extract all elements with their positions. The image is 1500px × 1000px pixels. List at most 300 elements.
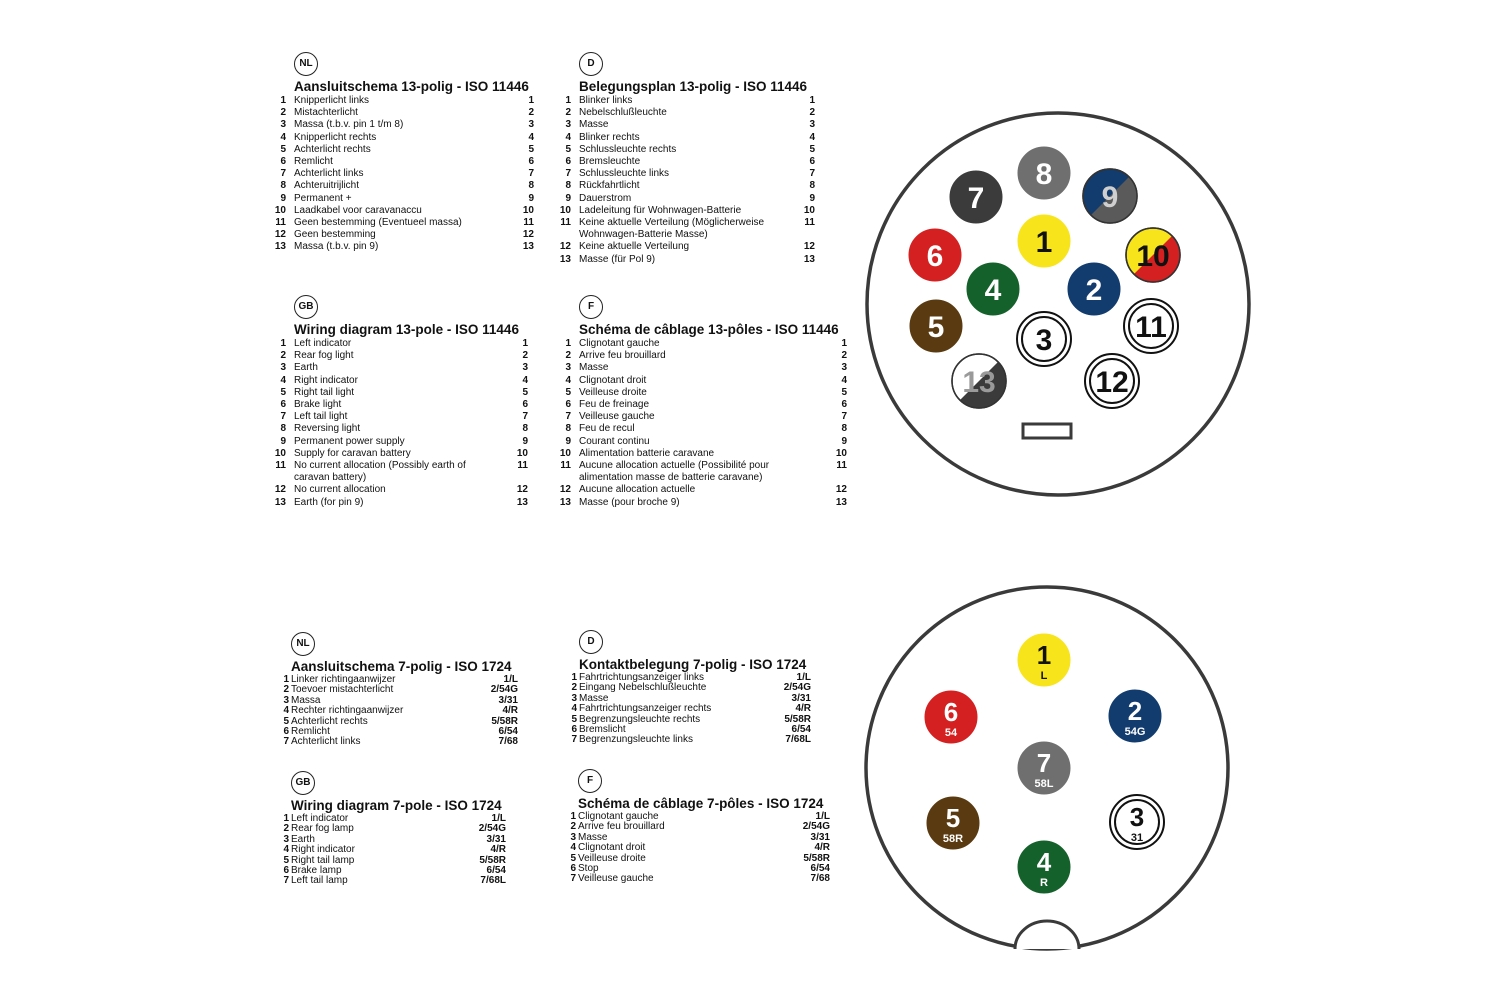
pin-number: 1	[283, 813, 289, 824]
pin-3	[1017, 312, 1071, 366]
pin-4	[966, 262, 1020, 316]
pin-code: 1	[809, 95, 815, 106]
pin-number: 5	[280, 143, 286, 155]
pin-function: Achteruitrijlicht	[294, 180, 360, 192]
pin-row	[280, 362, 528, 374]
pin-function: Ladeleitung für Wohnwagen-Batterie	[579, 204, 742, 216]
pin-code: 3	[528, 119, 534, 131]
pin-function: Masse (pour broche 9)	[579, 496, 680, 508]
pin-function: Feu de recul	[579, 423, 635, 435]
pin-function: Right indicator	[291, 844, 355, 856]
pin-number: 7	[571, 734, 577, 746]
pin-number: 9	[280, 192, 286, 204]
language-badge: NL	[291, 632, 315, 656]
language-badge: D	[579, 52, 603, 76]
section-title: Kontaktbelegung 7-polig - ISO 1724	[579, 657, 807, 672]
pin-number: 4	[280, 374, 286, 386]
pin-function: Achterlicht links	[294, 168, 364, 180]
pin-row	[565, 107, 815, 119]
pin-function: Blinker rechts	[579, 131, 640, 143]
pin-number: 12	[274, 229, 286, 241]
pin-row	[274, 496, 528, 509]
pin-code: 1	[528, 95, 534, 106]
pin-number: 1	[565, 95, 571, 106]
pin-function: Clignotant droit	[578, 842, 646, 854]
pin-row	[565, 362, 847, 374]
pin-function: Mistachterlicht	[294, 107, 358, 119]
pin-function: Schlussleuchte rechts	[579, 143, 677, 155]
pin-row	[283, 684, 518, 696]
pin-row	[570, 852, 830, 864]
pin-number-label: 12	[1095, 366, 1129, 399]
pin-number: 9	[565, 435, 571, 447]
pin-function-continued: caravan battery)	[294, 472, 367, 484]
pin-function: Begrenzungsleuchte links	[579, 734, 693, 746]
pin-row	[280, 107, 534, 119]
pin-row	[280, 399, 528, 411]
pin-row	[565, 374, 847, 387]
pin-number: 1	[571, 672, 577, 683]
wiring-section-5	[283, 632, 518, 748]
pin-row	[275, 460, 528, 484]
pin-code: 2/54G	[802, 821, 830, 833]
pin-row	[565, 399, 847, 411]
pin-function: Rear fog light	[294, 350, 354, 362]
pin-code: 7/68L	[785, 734, 811, 746]
section-title: Belegungsplan 13-polig - ISO 11446	[579, 79, 808, 94]
pin-function: Earth	[291, 833, 315, 845]
pin-code: 5	[809, 143, 815, 155]
section-title: Aansluitschema 7-polig - ISO 1724	[291, 659, 512, 674]
pin-number-label: 4	[984, 274, 1002, 307]
pin-number-label: 3	[1035, 324, 1053, 357]
pin-row	[280, 180, 534, 192]
pin-function: Fahrtrichtungsanzeiger rechts	[579, 703, 712, 715]
pin-function-continued: alimentation masse de batterie caravane)	[579, 472, 763, 484]
pin-code: 6	[841, 399, 847, 411]
pin-row	[274, 447, 528, 460]
pin-code: 6	[809, 156, 815, 168]
pin-function: No current allocation	[294, 484, 386, 496]
pin-function: Masse	[578, 831, 608, 843]
pin-function: Remlicht	[291, 726, 330, 738]
pin-number: 4	[565, 131, 571, 143]
pin-function: Masse (für Pol 9)	[579, 253, 656, 265]
pin-number: 7	[570, 873, 576, 885]
pin-code: 7	[528, 168, 534, 180]
pin-number-label: 2	[1085, 274, 1103, 307]
pin-function: Schlussleuchte links	[579, 168, 670, 180]
pin-function: Laadkabel voor caravanaccu	[294, 204, 422, 216]
pin-function: Massa (t.b.v. pin 9)	[294, 241, 379, 253]
pin-number: 3	[565, 362, 571, 374]
pin-number: 8	[565, 180, 571, 192]
pin-number: 2	[565, 107, 571, 119]
language-badge: D	[579, 630, 603, 654]
pin-row	[559, 447, 847, 460]
pin-number: 12	[559, 484, 571, 496]
pin-code: 1	[841, 338, 847, 349]
pin-function: Courant continu	[579, 435, 650, 447]
pin-row	[559, 253, 815, 266]
pin-code: 3	[809, 119, 815, 131]
pin-function: Masse	[579, 692, 609, 704]
pin-function: Brake lamp	[291, 865, 342, 877]
pin-code-label: R	[1040, 877, 1048, 889]
pin-number: 2	[283, 684, 289, 696]
pin-number: 2	[280, 107, 286, 119]
pin-function: No current allocation (Possibly earth of	[294, 460, 466, 472]
pin-number-label: 6	[943, 697, 959, 727]
pin-row	[565, 192, 815, 205]
pin-function: Brake light	[294, 399, 342, 411]
pin-code: 7	[522, 411, 528, 423]
pin-function: Knipperlicht rechts	[294, 131, 377, 143]
pin-code: 7/68	[498, 736, 518, 748]
pin-number-label: 6	[926, 240, 944, 273]
pin-number: 2	[565, 350, 571, 362]
pin-number: 4	[283, 705, 289, 717]
pin-row	[570, 873, 830, 885]
pin-function: Remlicht	[294, 156, 333, 168]
pin-function: Supply for caravan battery	[294, 447, 411, 459]
pin-code: 13	[835, 496, 847, 508]
wiring-section-1	[274, 52, 534, 254]
pin-number: 10	[559, 447, 571, 459]
pin-row	[280, 435, 528, 448]
pin-row	[280, 143, 534, 156]
pin-row	[565, 411, 847, 423]
pin-number: 4	[565, 374, 571, 386]
pin-row	[565, 168, 815, 180]
pin-9	[1083, 169, 1137, 223]
pin-number-label: 5	[945, 803, 961, 833]
pin-code: 4	[522, 374, 528, 386]
pin-function: Right tail lamp	[291, 854, 355, 866]
pin-function: Masse	[579, 362, 609, 374]
pin-code: 9	[809, 192, 815, 204]
pin-row	[280, 119, 534, 131]
pin-code: 6/54	[791, 724, 811, 736]
pin-code: 4/R	[814, 842, 830, 854]
pin-4	[1017, 840, 1071, 894]
pin-number: 13	[559, 496, 571, 508]
pin-number-label: 13	[962, 366, 996, 399]
section-title: Aansluitschema 13-polig - ISO 11446	[294, 79, 529, 94]
pin-code: 9	[528, 192, 534, 204]
pin-code: 1/L	[815, 811, 830, 822]
pin-number: 13	[559, 253, 571, 265]
pin-row	[280, 411, 528, 423]
pin-function: Arrive feu brouillard	[579, 350, 666, 362]
pin-code: 11	[836, 460, 847, 472]
pin-number: 11	[275, 460, 286, 472]
pin-number: 1	[280, 95, 286, 106]
pin-code-label: 54	[944, 727, 958, 739]
pin-code: 8	[809, 180, 815, 192]
pin-number: 6	[571, 724, 577, 736]
pin-number: 12	[559, 241, 571, 253]
pin-function: Right indicator	[294, 374, 358, 386]
pin-code: 1/L	[503, 674, 518, 685]
pin-function: Achterlicht rechts	[294, 143, 371, 155]
pin-number: 3	[565, 119, 571, 131]
pin-code: 6/54	[810, 863, 830, 875]
wiring-section-7	[283, 771, 506, 887]
wiring-section-8	[570, 769, 830, 885]
language-badge: F	[578, 769, 602, 793]
pin-row	[274, 484, 528, 496]
pin-number: 5	[565, 143, 571, 155]
pin-function: Dauerstrom	[579, 192, 632, 204]
pin-number: 5	[283, 854, 289, 866]
pin-6	[908, 228, 962, 282]
pin-number: 3	[280, 119, 286, 131]
wiring-section-2	[559, 52, 815, 266]
pin-function: Veilleuse droite	[578, 852, 646, 864]
pin-function: Begrenzungsleuchte rechts	[579, 713, 701, 725]
pin-3	[1110, 795, 1164, 849]
pin-number: 5	[280, 386, 286, 398]
pin-function: Clignotant gauche	[579, 338, 660, 349]
pin-code: 2	[809, 107, 815, 119]
pin-code: 4	[809, 131, 815, 143]
pin-number-label: 1	[1035, 226, 1053, 259]
pin-code-label: 54G	[1124, 726, 1146, 738]
pin-code: 4	[528, 131, 534, 143]
pin-function: Clignotant gauche	[578, 811, 659, 822]
pin-number: 3	[571, 692, 577, 704]
pin-row	[560, 217, 815, 241]
pin-row	[560, 460, 847, 484]
pin-row	[565, 131, 815, 144]
pin-function: Geen bestemming (Eventueel massa)	[294, 217, 462, 229]
pin-code: 10	[516, 447, 528, 459]
pin-code: 1/L	[491, 813, 506, 824]
pin-number: 3	[283, 833, 289, 845]
pin-code: 5/58R	[491, 715, 518, 727]
pin-number: 5	[565, 386, 571, 398]
pin-number: 10	[274, 204, 286, 216]
pin-function: Permanent +	[294, 192, 352, 204]
pin-function: Aucune allocation actuelle	[579, 484, 696, 496]
pin-function: Massa	[291, 694, 321, 706]
pin-6	[924, 690, 978, 744]
pin-code: 5/58R	[784, 713, 811, 725]
pin-code: 7/68	[810, 873, 830, 885]
pin-number: 7	[565, 168, 571, 180]
pin-number: 5	[571, 713, 577, 725]
pin-function: Veilleuse droite	[579, 386, 647, 398]
pin-row	[280, 386, 528, 399]
pin-function: Veilleuse gauche	[579, 411, 655, 423]
pin-number: 12	[274, 484, 286, 496]
language-badge: GB	[291, 771, 315, 795]
pin-row	[280, 156, 534, 168]
pin-code-label: 31	[1130, 832, 1144, 844]
pin-7	[949, 170, 1003, 224]
pin-function: Bremslicht	[579, 724, 626, 736]
pin-row	[280, 95, 534, 107]
pin-code: 9	[841, 435, 847, 447]
pin-function: Clignotant droit	[579, 374, 647, 386]
pin-code: 10	[522, 204, 534, 216]
pin-function: Geen bestemming	[294, 229, 376, 241]
pin-number-label: 8	[1035, 158, 1053, 191]
pin-function: Rückfahrtlicht	[579, 180, 640, 192]
pin-function: Keine aktuelle Verteilung	[579, 241, 690, 253]
pin-5	[926, 796, 980, 850]
pin-code: 3/31	[791, 692, 811, 704]
pin-function: Nebelschlußleuchte	[579, 107, 667, 119]
pin-function: Fahrtrichtungsanzeiger links	[579, 672, 705, 683]
pin-code: 10	[835, 447, 847, 459]
pin-function: Linker richtingaanwijzer	[291, 674, 396, 685]
pin-function: Keine aktuelle Verteilung (Möglicherweise	[579, 217, 765, 229]
pin-number: 4	[280, 131, 286, 143]
pin-7	[1017, 741, 1071, 795]
pin-row	[280, 338, 528, 350]
pin-code: 3	[841, 362, 847, 374]
pin-number: 4	[283, 844, 289, 856]
pin-function: Left indicator	[291, 813, 349, 824]
pin-code: 3/31	[486, 833, 506, 845]
pin-number: 7	[283, 875, 289, 887]
pin-row	[565, 338, 847, 350]
pin-code: 5	[522, 386, 528, 398]
pin-code: 8	[522, 423, 528, 435]
pin-row	[565, 119, 815, 131]
pin-2	[1067, 262, 1121, 316]
wiring-section-6	[571, 630, 811, 746]
language-badge: GB	[294, 295, 318, 319]
pin-1	[1017, 214, 1071, 268]
pin-row	[565, 156, 815, 168]
pin-code: 6	[522, 399, 528, 411]
pin-row	[280, 350, 528, 362]
pin-code: 1	[522, 338, 528, 349]
pin-code: 5/58R	[479, 854, 506, 866]
pin-row	[280, 423, 528, 435]
pin-number: 6	[283, 865, 289, 877]
pin-code: 2	[528, 107, 534, 119]
section-title: Schéma de câblage 7-pôles - ISO 1724	[578, 796, 824, 811]
pin-row	[565, 423, 847, 435]
pin-code: 5	[841, 386, 847, 398]
pin-code: 5/58R	[803, 852, 830, 864]
pin-code: 12	[835, 484, 847, 496]
pin-number: 2	[570, 821, 576, 833]
pin-1	[1017, 633, 1071, 687]
pin-number: 3	[283, 694, 289, 706]
pin-code-label: 58R	[942, 833, 964, 845]
pin-function: Knipperlicht links	[294, 95, 370, 106]
pin-function: Feu de freinage	[579, 399, 650, 411]
pin-5	[909, 299, 963, 353]
pin-number: 6	[565, 156, 571, 168]
pin-code: 2/54G	[783, 682, 811, 694]
pin-function: Toevoer mistachterlicht	[291, 684, 394, 696]
pin-row	[565, 143, 815, 156]
pin-function: Achterlicht rechts	[291, 715, 368, 727]
pin-row	[283, 875, 506, 887]
pin-row	[559, 496, 847, 509]
pin-number: 10	[559, 204, 571, 216]
pin-code: 8	[528, 180, 534, 192]
pin-row	[280, 131, 534, 144]
pin-number-label: 7	[1036, 748, 1052, 778]
pin-row	[280, 374, 528, 387]
pin-row	[280, 192, 534, 205]
pin-code-label: L	[1040, 670, 1048, 682]
wiring-section-3	[274, 295, 528, 509]
pin-row	[559, 484, 847, 496]
pin-number: 8	[280, 180, 286, 192]
section-title: Wiring diagram 13-pole - ISO 11446	[294, 322, 519, 337]
pin-function: Left tail lamp	[291, 875, 348, 887]
pin-code: 13	[803, 253, 815, 265]
pin-number: 11	[560, 460, 571, 472]
pin-13	[952, 354, 1006, 408]
pin-number: 11	[560, 217, 571, 229]
pin-function: Eingang Nebelschlußleuchte	[579, 682, 707, 694]
pin-code: 9	[522, 435, 528, 447]
pin-number: 8	[280, 423, 286, 435]
pin-code: 5	[528, 143, 534, 155]
pin-number: 1	[570, 811, 576, 822]
pin-function: Permanent power supply	[294, 435, 405, 447]
pin-number-label: 5	[927, 311, 945, 344]
pin-function-continued: Wohnwagen-Batterie Masse)	[579, 229, 708, 241]
key-notch	[1023, 424, 1071, 438]
pin-code: 3	[522, 362, 528, 374]
pin-number: 3	[280, 362, 286, 374]
pin-function: Blinker links	[579, 95, 633, 106]
pin-function: Achterlicht links	[291, 736, 361, 748]
pin-number: 3	[570, 831, 576, 843]
pin-row	[565, 180, 815, 192]
pin-row	[280, 168, 534, 180]
pin-12	[1085, 354, 1139, 408]
pin-number: 6	[280, 399, 286, 411]
pin-function: Stop	[578, 863, 599, 875]
pin-number: 7	[283, 736, 289, 748]
pin-number: 6	[570, 863, 576, 875]
pin-code: 8	[841, 423, 847, 435]
pin-function: Right tail light	[294, 386, 355, 398]
pin-code: 12	[522, 229, 534, 241]
pin-number: 6	[280, 156, 286, 168]
pin-code: 1/L	[796, 672, 811, 683]
pin-number-label: 7	[967, 182, 985, 215]
pin-number: 6	[283, 726, 289, 738]
pin-8	[1017, 146, 1071, 200]
pin-code: 3/31	[810, 831, 830, 843]
pin-code: 4/R	[490, 844, 506, 856]
pin-number: 9	[280, 435, 286, 447]
pin-code: 6/54	[486, 865, 506, 877]
pin-code: 7	[809, 168, 815, 180]
pin-function: Bremsleuchte	[579, 156, 641, 168]
pin-code: 7	[841, 411, 847, 423]
language-badge: F	[579, 295, 603, 319]
pin-number: 2	[280, 350, 286, 362]
pin-2	[1108, 689, 1162, 743]
pin-number-label: 9	[1101, 181, 1119, 214]
pin-number: 4	[571, 703, 577, 715]
pin-function: Alimentation batterie caravane	[579, 447, 715, 459]
pin-code: 13	[516, 496, 528, 508]
